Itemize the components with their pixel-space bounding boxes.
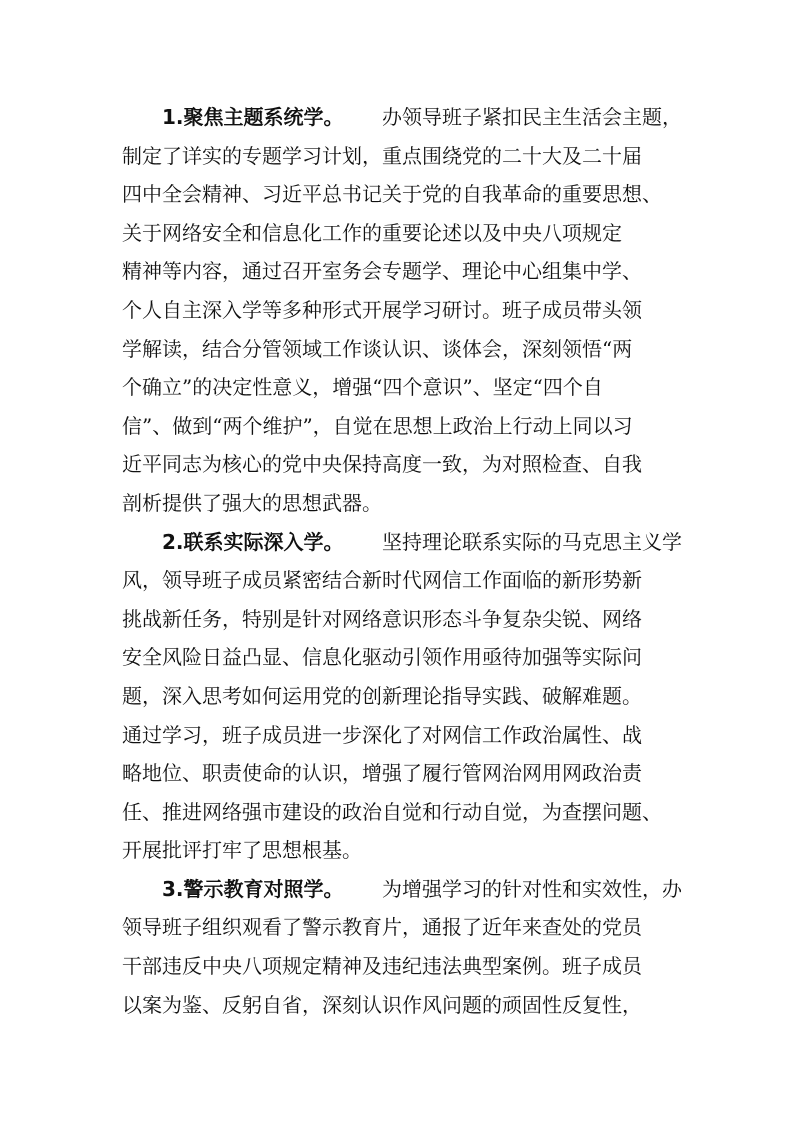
paragraph-1-line-10: 近平同志为核心的党中央保持高度一致，为对照检查、自我 [122, 452, 642, 477]
paragraph-3-heading: 3.警示教育对照学。 [162, 876, 344, 901]
paragraph-1-line-4: 关于网络安全和信息化工作的重要论述以及中央八项规定 [122, 220, 622, 245]
paragraph-1-line-9: 信”、做到“两个维护”，自觉在思想上政治上行动上同以习 [122, 413, 633, 438]
paragraph-2-line-5: 题，深入思考如何运用党的创新理论指导实践、破解难题。 [122, 683, 642, 708]
paragraph-2-line-1 [122, 523, 682, 562]
paragraph-1-text: 办领导班子紧扣民主生活会主题， [382, 105, 682, 129]
paragraph-3-line-4: 以案为鉴、反躬自省，深刻认识作风问题的顽固性反复性， [122, 992, 642, 1017]
paragraph-1-line-2: 制定了详实的专题学习计划，重点围绕党的二十大及二十届 [122, 143, 642, 168]
paragraph-1-line-1 [122, 98, 682, 137]
paragraph-1-line-6: 个人自主深入学等多种形式开展学习研讨。班子成员带头领 [122, 297, 642, 322]
paragraph-1-line-11: 剖析提供了强大的思想武器。 [122, 490, 382, 515]
paragraph-3-line-3: 干部违反中央八项规定精神及违纪违法典型案例。班子成员 [122, 954, 642, 979]
paragraph-2-line-2: 风，领导班子成员紧密结合新时代网信工作面临的新形势新 [122, 568, 642, 593]
paragraph-2-text: 坚持理论联系实际的马克思主义学 [382, 529, 682, 554]
paragraph-1-line-3: 四中全会精神、习近平总书记关于党的自我革命的重要思想、 [122, 182, 662, 207]
paragraph-1-line-8: 个确立”的决定性意义，增强“四个意识”、坚定“四个自 [122, 375, 603, 400]
paragraph-2-line-8: 任、推进网络强市建设的政治自觉和行动自觉，为查摆问题、 [122, 799, 662, 824]
paragraph-2-line-7: 略地位、职责使命的认识，增强了履行管网治网用网政治责 [122, 761, 642, 786]
paragraph-2-line-9: 开展批评打牢了思想根基。 [122, 838, 362, 863]
paragraph-3-text: 为增强学习的针对性和实效性，办 [382, 876, 682, 901]
paragraph-2-heading: 2.联系实际深入学。 [162, 529, 344, 554]
paragraph-1-line-7: 学解读，结合分管领域工作谈认识、谈体会，深刻领悟“两 [122, 336, 633, 361]
paragraph-1-line-5: 精神等内容，通过召开室务会专题学、理论中心组集中学、 [122, 259, 642, 284]
paragraph-2-line-4: 安全风险日益凸显、信息化驱动引领作用亟待加强等实际问 [122, 645, 642, 670]
paragraph-3-line-2: 领导班子组织观看了警示教育片，通报了近年来查处的党员 [122, 915, 642, 940]
paragraph-1-heading: 1.聚焦主题系统学。 [162, 105, 344, 129]
paragraph-2-line-6: 通过学习，班子成员进一步深化了对网信工作政治属性、战 [122, 722, 642, 747]
paragraph-3-line-1 [122, 870, 682, 909]
document-body [122, 98, 682, 1024]
paragraph-2-line-3: 挑战新任务，特别是针对网络意识形态斗争复杂尖锐、网络 [122, 606, 642, 631]
